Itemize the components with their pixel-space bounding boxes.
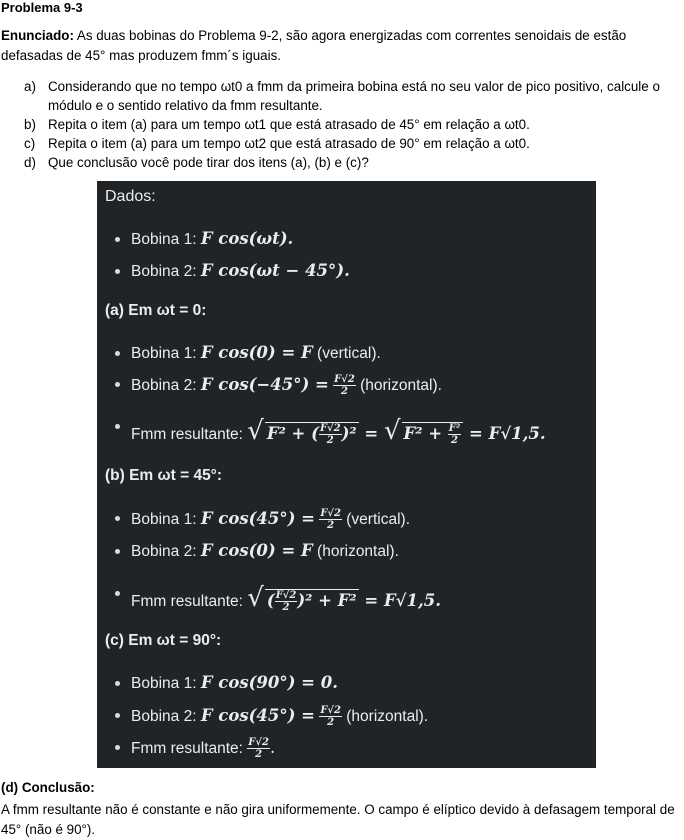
math-expr: F cos(ωt − 45°). — [200, 261, 350, 280]
bullet-label: Fmm resultante: — [131, 739, 243, 757]
math-expr: F cos(45°) = — [200, 705, 316, 725]
fraction: $\frac{F√2}{2}$ — [320, 508, 341, 531]
bullet-label: Fmm resultante: — [131, 593, 243, 610]
c-bobina-2 — [117, 705, 428, 728]
question-item — [24, 153, 674, 172]
given-bobina-1 — [117, 229, 293, 249]
problem-statement — [1, 26, 683, 66]
bullet-label: Bobina 1: — [131, 510, 197, 528]
bullet-label: Bobina 2: — [131, 263, 197, 280]
question-item — [24, 134, 674, 153]
question-label: d) — [24, 155, 36, 170]
c-bobina-1 — [117, 673, 338, 693]
bullet-label: Fmm resultante: — [131, 426, 243, 443]
fraction: $\frac{F√2}{2}$ — [334, 374, 355, 397]
question-list — [24, 77, 674, 172]
b-bobina-2 — [117, 541, 399, 561]
math-expr: √ F² + ( $\frac{F√2}{2}$ )² = √ F² + $\frac{\text{F²}}{2}$ = F√1,5. — [247, 416, 546, 446]
question-label: c) — [24, 136, 36, 151]
problem-title: Problema 9-3 — [1, 0, 83, 15]
bullet-note: (horizontal). — [312, 543, 399, 560]
fraction: $\frac{F√2}{2}$ — [248, 737, 269, 760]
bullet-label: Bobina 1: — [131, 675, 197, 692]
fraction: $\frac{F√2}{2}$ — [320, 705, 341, 728]
question-text: Repita o item (a) para um tempo ωt2 que está atrasado de 90° em relação a ωt0. — [48, 136, 530, 151]
question-label: b) — [24, 117, 36, 132]
bullet-label: Bobina 1: — [131, 231, 197, 248]
a-bobina-1 — [117, 343, 381, 363]
given-bobina-2 — [117, 261, 350, 281]
math-expr: F cos(45°) = — [200, 508, 316, 528]
dados-heading: Dados: — [105, 188, 156, 205]
question-text: Repita o item (a) para um tempo ωt1 que está atrasado de 45° em relação a ωt0. — [48, 117, 530, 132]
section-c-heading: (c) Em ωt = 90°: — [105, 632, 222, 649]
bullet-label: Bobina 2: — [131, 707, 197, 725]
a-bobina-2 — [117, 374, 442, 397]
math-expr: F cos(0) = F — [200, 541, 313, 560]
solution-panel — [97, 181, 596, 768]
question-item — [24, 77, 674, 115]
bullet-label: Bobina 2: — [131, 376, 197, 394]
bullet-note: (vertical). — [312, 345, 381, 362]
section-a-heading: (a) Em ωt = 0: — [105, 302, 207, 319]
math-expr: F cos(−45°) = — [200, 374, 329, 394]
b-resultante — [117, 583, 441, 613]
math-expr: F cos(0) = F — [200, 343, 313, 362]
bullet-label: Bobina 2: — [131, 543, 197, 560]
bullet-label: Bobina 1: — [131, 345, 197, 362]
statement-text: As duas bobinas do Problema 9-2, são agora energizadas com correntes senoidais de estão defasadas de 45° mas produzem fmm´s iguais. — [1, 28, 627, 63]
math-expr: √ ( $\frac{F√2}{2}$ )² + F² = F√1,5. — [247, 583, 441, 613]
conclusion-heading: (d) Conclusão: — [1, 780, 95, 795]
question-text: Que conclusão você pode tirar dos itens (a), (b) e (c)? — [48, 155, 369, 170]
section-b-heading: (b) Em ωt = 45°: — [105, 467, 223, 484]
statement-label: Enunciado: — [1, 28, 74, 43]
question-item — [24, 115, 674, 134]
question-label: a) — [24, 79, 36, 94]
b-bobina-1 — [117, 508, 410, 531]
c-resultante: Fmm resultante: $\frac{F√2}{2}$ . — [117, 737, 275, 760]
question-text: Considerando que no tempo ωt0 a fmm da primeira bobina está no seu valor de pico positivo, calcule o módulo e o sentido relativo da fmm resultante. — [48, 79, 660, 113]
math-expr: F cos(90°) = 0. — [200, 673, 338, 692]
bullet-note: (horizontal). — [355, 376, 442, 394]
bullet-note: (horizontal). — [341, 707, 429, 725]
math-expr: F cos(ωt). — [200, 229, 294, 248]
bullet-note: (vertical). — [341, 510, 411, 528]
a-resultante — [117, 416, 546, 446]
conclusion-text: A fmm resultante não é constante e não gira uniformemente. O campo é elíptico devido à defasagem temporal de 45° (não é 90°). — [1, 802, 675, 837]
